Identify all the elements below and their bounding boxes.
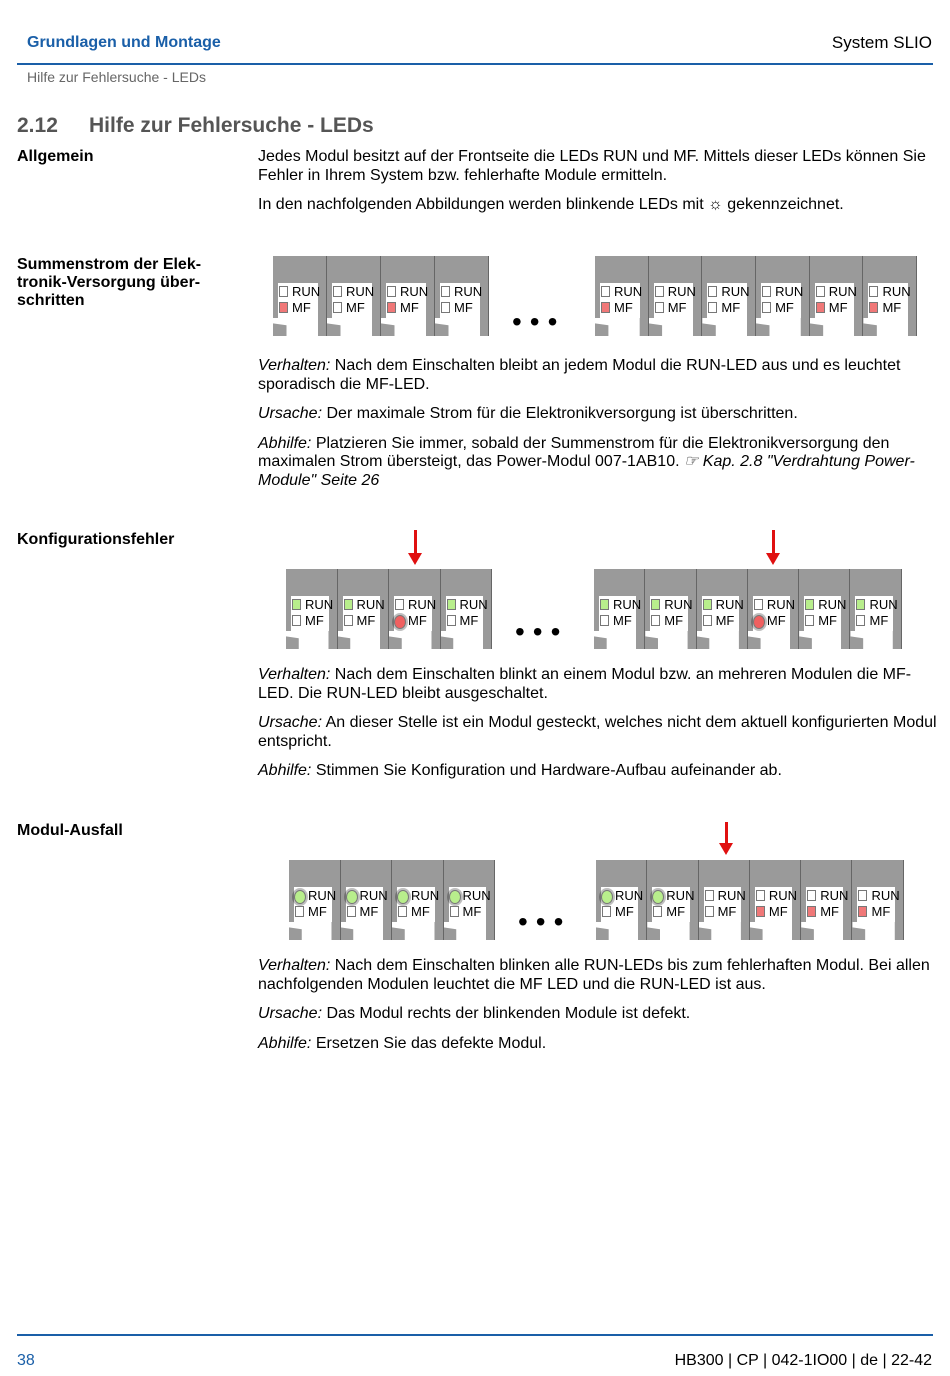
mf-led-icon (708, 302, 717, 313)
section-subtitle: Hilfe zur Fehlersuche - LEDs (27, 69, 206, 85)
module (850, 569, 901, 649)
module-base (852, 922, 894, 940)
run-label: RUN (768, 888, 798, 903)
module-base (338, 631, 381, 649)
run-label: RUN (346, 284, 375, 299)
diagram-left (286, 569, 492, 649)
arrow-icon (725, 822, 728, 845)
module (748, 569, 799, 649)
module (697, 569, 748, 649)
mf-led-icon (601, 302, 610, 313)
footer-rule (17, 1334, 933, 1336)
run-led-icon (708, 286, 717, 297)
run-label: RUN (664, 597, 693, 612)
run-label: RUN (715, 597, 744, 612)
ellipsis: ••• (515, 616, 569, 647)
run-label: RUN (721, 284, 750, 299)
run-led-icon (807, 890, 816, 901)
module-base (699, 922, 741, 940)
mf-label: MF (408, 613, 427, 628)
section-heading (17, 114, 374, 138)
module-base (381, 318, 426, 336)
case-heading: Konfigurationsfehler (17, 531, 175, 548)
remedy-label: Abhilfe: (258, 1034, 312, 1052)
mf-label: MF (359, 904, 379, 919)
module-base (441, 631, 484, 649)
mf-led-icon (705, 906, 714, 917)
module-base (392, 922, 435, 940)
mf-label: MF (356, 613, 376, 628)
module-base (595, 318, 640, 336)
run-led-icon (441, 286, 450, 297)
remedy-label: Abhilfe: (258, 762, 312, 779)
mf-label: MF (454, 300, 473, 315)
mf-label: MF (462, 904, 482, 919)
module-base (748, 631, 790, 649)
run-led-icon (601, 890, 613, 904)
document-id: HB300 | CP | 042-1IO00 | de | 22-42 (674, 1352, 932, 1369)
module-base (273, 318, 318, 336)
module (596, 860, 647, 940)
cause-label: Ursache: (258, 1005, 323, 1022)
run-led-icon (756, 890, 765, 901)
run-led-icon (387, 286, 396, 297)
run-led-icon (601, 286, 610, 297)
mf-label: MF (664, 613, 684, 628)
mf-led-icon (450, 906, 459, 917)
mf-led-icon (347, 906, 356, 917)
mf-label: MF (308, 904, 327, 919)
module (341, 860, 393, 940)
case-heading: Modul-Ausfall (17, 822, 123, 839)
module-panel (815, 283, 855, 318)
product-name: System SLIO (831, 33, 932, 52)
module (750, 860, 801, 940)
module-panel (601, 887, 644, 922)
run-led-icon (395, 599, 404, 610)
mf-led-icon (447, 615, 456, 626)
arrow-icon (414, 530, 417, 555)
module-base (850, 631, 892, 649)
mf-led-icon (333, 302, 342, 313)
mf-led-icon (344, 615, 353, 626)
module-base (799, 631, 841, 649)
module-panel (702, 596, 744, 631)
mf-led-icon (441, 302, 450, 313)
module (444, 860, 496, 940)
run-label: RUN (411, 888, 440, 903)
run-label: RUN (869, 597, 898, 612)
module-panel (294, 887, 337, 922)
module (756, 256, 810, 336)
run-led-icon (652, 890, 664, 904)
run-label: RUN (766, 597, 796, 612)
module-panel (449, 887, 491, 922)
run-led-icon (294, 890, 306, 904)
module (435, 256, 489, 336)
chapter-title: Grundlagen und Montage (27, 34, 221, 51)
mf-label: MF (871, 904, 891, 919)
run-led-icon (858, 890, 867, 901)
module-panel (652, 887, 695, 922)
module-base (863, 318, 908, 336)
cause-text: Das Modul rechts der blinkenden Module ist defekt. (326, 1005, 691, 1022)
run-led-icon (344, 599, 353, 610)
mf-label: MF (614, 300, 633, 315)
mf-label: MF (613, 613, 632, 628)
mf-label: MF (305, 613, 324, 628)
module-panel (650, 596, 693, 631)
module (852, 860, 903, 940)
cause-label: Ursache: (258, 405, 323, 422)
module (441, 569, 493, 649)
module-base (596, 922, 638, 940)
run-label: RUN (667, 284, 696, 299)
remedy-label: Abhilfe: (258, 434, 312, 452)
module (702, 256, 756, 336)
mf-led-icon (394, 615, 406, 629)
module (799, 569, 850, 649)
module-panel (394, 596, 437, 631)
module-panel (599, 596, 642, 631)
module-panel (654, 283, 694, 318)
mf-led-icon (387, 302, 396, 313)
cause-text: An dieser Stelle ist ein Modul gesteckt, welches nicht dem aktuell konfigurierten Modul entspricht. (258, 714, 937, 750)
module-panel (761, 283, 804, 318)
run-led-icon (447, 599, 456, 610)
behaviour-text: Nach dem Einschalten blinkt an einem Modul bzw. an mehreren Modulen die MF-LED. Die RUN-LED bleibt ausgeschaltet. (258, 666, 912, 702)
behaviour-label: Verhalten: (258, 357, 331, 374)
run-label: RUN (871, 888, 900, 903)
module (594, 569, 645, 649)
page-number: 38 (17, 1352, 35, 1369)
mf-label: MF (882, 300, 902, 315)
run-led-icon (703, 599, 712, 610)
run-led-icon (869, 286, 878, 297)
general-heading: Allgemein (17, 148, 94, 165)
run-led-icon (397, 890, 409, 904)
arrow-icon (772, 530, 775, 555)
module (273, 256, 327, 336)
case-text (258, 957, 938, 1064)
module (647, 860, 698, 940)
run-led-icon (805, 599, 814, 610)
run-label: RUN (356, 597, 385, 612)
module-base (594, 631, 636, 649)
module (327, 256, 381, 336)
run-led-icon (279, 286, 288, 297)
diagram-right (594, 569, 902, 649)
module-base (697, 631, 739, 649)
module-panel (343, 596, 385, 631)
remedy-text: Platzieren Sie immer, sobald der Summenstrom für die Elektronikversorgung den maximalen Strom übersteigt, das Power-Modul 007-1AB10. (258, 434, 890, 470)
run-label: RUN (614, 284, 643, 299)
remedy-text: Ersetzen Sie das defekte Modul. (315, 1034, 547, 1052)
module-base (327, 318, 372, 336)
module-base (341, 922, 384, 940)
run-label: RUN (305, 597, 334, 612)
run-label: RUN (717, 888, 746, 903)
module-base (389, 631, 432, 649)
module-base (289, 922, 332, 940)
mf-led-icon (292, 615, 301, 626)
remedy-text: Stimmen Sie Konfiguration und Hardware-Aufbau aufeinander ab. (315, 762, 782, 779)
mf-label: MF (828, 300, 848, 315)
run-led-icon (346, 890, 358, 904)
run-label: RUN (818, 597, 847, 612)
module (645, 569, 696, 649)
behaviour-text: Nach dem Einschalten bleibt an jedem Modul die RUN-LED aus und es leuchtet sporadisch die MF-LED. (258, 357, 901, 393)
run-led-icon (600, 599, 609, 610)
run-label: RUN (828, 284, 857, 299)
module-base (647, 922, 689, 940)
mf-label: MF (715, 613, 735, 628)
module-panel (291, 596, 334, 631)
module-panel (707, 283, 750, 318)
module (699, 860, 750, 940)
mf-led-icon (807, 906, 816, 917)
module-base (649, 318, 694, 336)
module-panel (753, 596, 796, 631)
mf-label: MF (717, 904, 737, 919)
module (392, 860, 444, 940)
module (389, 569, 441, 649)
diagram-left (273, 256, 489, 336)
run-led-icon (754, 599, 763, 610)
module (338, 569, 390, 649)
ellipsis: ••• (518, 906, 572, 937)
diagram-left (289, 860, 495, 940)
run-label: RUN (462, 888, 491, 903)
module-base (810, 318, 855, 336)
cause-text: Der maximale Strom für die Elektronikversorgung ist überschritten. (326, 405, 798, 422)
module-base (435, 318, 480, 336)
section-title: Hilfe zur Fehlersuche - LEDs (89, 114, 374, 137)
run-led-icon (449, 890, 461, 904)
mf-led-icon (653, 906, 662, 917)
general-p2: In den nachfolgenden Abbildungen werden blinkende LEDs mit ☼ gekennzeichnet. (258, 196, 844, 213)
mf-led-icon (655, 302, 664, 313)
module-panel (278, 283, 321, 318)
run-label: RUN (882, 284, 911, 299)
module-panel (440, 283, 483, 318)
cause-label: Ursache: (258, 714, 323, 731)
mf-led-icon (756, 906, 765, 917)
mf-label: MF (667, 300, 687, 315)
header-rule (17, 63, 933, 65)
mf-led-icon (279, 302, 288, 313)
module-base (756, 318, 801, 336)
mf-label: MF (459, 613, 479, 628)
mf-label: MF (292, 300, 311, 315)
run-led-icon (333, 286, 342, 297)
module-panel (868, 283, 911, 318)
module-panel (332, 283, 375, 318)
chapter-link[interactable]: ☞ Kap. 2.8 "Verdrahtung Power-Module" Seite 26 (258, 453, 915, 489)
run-label: RUN (459, 597, 488, 612)
module-base (702, 318, 747, 336)
module-panel (386, 283, 429, 318)
mf-label: MF (820, 904, 839, 919)
run-label: RUN (820, 888, 849, 903)
case-text (258, 666, 938, 792)
run-label: RUN (308, 888, 337, 903)
module-panel (804, 596, 847, 631)
run-label: RUN (292, 284, 321, 299)
module (801, 860, 852, 940)
module-base (645, 631, 687, 649)
run-label: RUN (613, 597, 642, 612)
module-panel (855, 596, 898, 631)
module-panel (857, 887, 900, 922)
general-p1: Jedes Modul besitzt auf der Frontseite die LEDs RUN und MF. Mittels dieser LEDs können Sie Fehler in Ihrem System bzw. fehlerhafte Module ermitteln. (258, 148, 926, 184)
module-panel (600, 283, 643, 318)
mf-led-icon (602, 906, 611, 917)
run-led-icon (816, 286, 825, 297)
mf-led-icon (816, 302, 825, 313)
module (289, 860, 341, 940)
general-text (258, 148, 938, 226)
run-led-icon (292, 599, 301, 610)
run-led-icon (655, 286, 664, 297)
module-base (750, 922, 792, 940)
mf-led-icon (805, 615, 814, 626)
module (595, 256, 649, 336)
module (649, 256, 703, 336)
module-panel (397, 887, 440, 922)
case-text (258, 357, 938, 501)
diagram-right (596, 860, 904, 940)
mf-led-icon (762, 302, 771, 313)
section-number: 2.12 (17, 114, 58, 137)
module (286, 569, 338, 649)
mf-led-icon (856, 615, 865, 626)
mf-label: MF (346, 300, 365, 315)
mf-led-icon (295, 906, 304, 917)
mf-led-icon (869, 302, 878, 313)
module-base (444, 922, 487, 940)
mf-label: MF (818, 613, 837, 628)
mf-led-icon (651, 615, 660, 626)
mf-led-icon (753, 615, 765, 629)
run-led-icon (705, 890, 714, 901)
module-panel (755, 887, 798, 922)
module-panel (704, 887, 746, 922)
module-base (801, 922, 843, 940)
run-label: RUN (400, 284, 429, 299)
module-base (286, 631, 329, 649)
case-heading: Summenstrom der Elek-tronik-Versorgung über-schritten (17, 256, 202, 309)
run-label: RUN (615, 888, 644, 903)
mf-label: MF (400, 300, 419, 315)
behaviour-label: Verhalten: (258, 666, 331, 683)
mf-label: MF (411, 904, 430, 919)
module-panel (446, 596, 488, 631)
mf-led-icon (600, 615, 609, 626)
mf-label: MF (721, 300, 741, 315)
behaviour-text: Nach dem Einschalten blinken alle RUN-LEDs bis zum fehlerhaften Modul. Bei allen nachfolgenden Modulen leuchtet die MF LED und die RUN-LED ist aus. (258, 957, 930, 993)
run-label: RUN (408, 597, 437, 612)
run-label: RUN (454, 284, 483, 299)
mf-led-icon (858, 906, 867, 917)
mf-label: MF (766, 613, 786, 628)
run-led-icon (856, 599, 865, 610)
module (863, 256, 917, 336)
mf-label: MF (775, 300, 794, 315)
run-label: RUN (666, 888, 695, 903)
mf-led-icon (703, 615, 712, 626)
module-panel (806, 887, 849, 922)
run-label: RUN (359, 888, 388, 903)
mf-label: MF (869, 613, 889, 628)
run-led-icon (651, 599, 660, 610)
mf-led-icon (398, 906, 407, 917)
mf-label: MF (768, 904, 788, 919)
run-led-icon (762, 286, 771, 297)
module (810, 256, 864, 336)
ellipsis: ••• (512, 306, 566, 337)
behaviour-label: Verhalten: (258, 957, 331, 974)
run-label: RUN (775, 284, 804, 299)
module-panel (346, 887, 388, 922)
mf-label: MF (666, 904, 686, 919)
mf-label: MF (615, 904, 634, 919)
module (381, 256, 435, 336)
diagram-right (595, 256, 917, 336)
